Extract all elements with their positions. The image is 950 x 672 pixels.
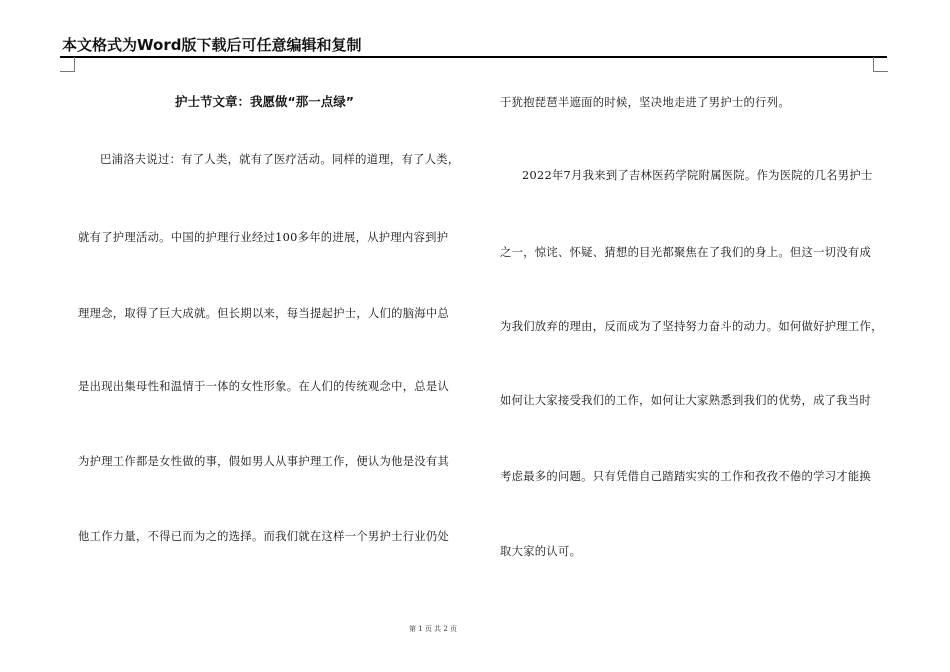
paragraph-line: 他工作力量，不得已而为之的选择。而我们就在这样一个男护士行业仍处 bbox=[78, 530, 450, 543]
paragraph-line: 为我们放弃的理由，反而成为了坚持努力奋斗的动力。如何做好护理工作， bbox=[500, 320, 883, 333]
page-number: 第 1 页 共 2 页 bbox=[408, 625, 458, 633]
paragraph-line: 考虑最多的问题。只有凭借自己踏踏实实的工作和孜孜不倦的学习才能换 bbox=[500, 470, 872, 483]
header-rule bbox=[60, 56, 887, 58]
paragraph-line: 之一，惊诧、怀疑、猜想的目光都聚焦在了我们的身上。但这一切没有成 bbox=[500, 246, 872, 259]
paragraph-line: 就有了护理活动。中国的护理行业经过100多年的进展，从护理内容到护 bbox=[78, 231, 449, 244]
paragraph-line: 为护理工作都是女性做的事，假如男人从事护理工作，便认为他是没有其 bbox=[78, 455, 450, 468]
crop-mark-top-right bbox=[873, 57, 888, 72]
paragraph-line: 如何让大家接受我们的工作，如何让大家熟悉到我们的优势，成了我当时 bbox=[500, 394, 872, 407]
paragraph-line: 理理念，取得了巨大成就。但长期以来，每当提起护士，人们的脑海中总 bbox=[78, 307, 450, 320]
paragraph-line: 取大家的认可。 bbox=[500, 545, 582, 558]
paragraph-line: 是出现出集母性和温情于一体的女性形象。在人们的传统观念中，总是认 bbox=[78, 380, 450, 393]
crop-mark-top-left bbox=[60, 57, 75, 72]
paragraph-line: 2022年7月我来到了吉林医药学院附属医院。作为医院的几名男护士 bbox=[522, 169, 873, 182]
header-title: 本文格式为Word版下载后可任意编辑和复制 bbox=[62, 36, 362, 54]
paragraph-line: 于犹抱琵琶半遮面的时候，坚决地走进了男护士的行列。 bbox=[500, 96, 790, 109]
paragraph-line: 巴浦洛夫说过：有了人类，就有了医疗活动。同样的道理，有了人类， bbox=[100, 153, 460, 166]
document-title: 护士节文章：我愿做“那一点绿” bbox=[175, 94, 354, 109]
